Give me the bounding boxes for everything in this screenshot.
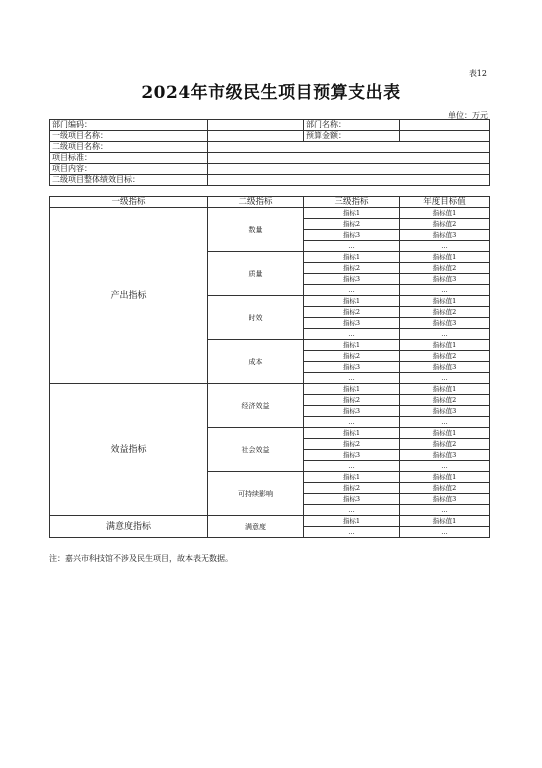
target-value: 指标值2 (400, 351, 490, 362)
target-value: 指标值3 (400, 274, 490, 285)
project-info-table (49, 119, 490, 186)
target-value: 指标值1 (400, 384, 490, 395)
level2-indicator: 可持续影响 (208, 472, 304, 516)
content-label: 项目内容： (50, 164, 208, 175)
level3-indicator: 指标2 (304, 395, 400, 406)
target-value: 指标值2 (400, 395, 490, 406)
level3-indicator: … (304, 461, 400, 472)
overall-goal-label: 二级项目整体绩效目标： (50, 175, 208, 186)
level3-indicator: … (304, 373, 400, 384)
target-value: … (400, 527, 490, 538)
level3-indicator: 指标1 (304, 296, 400, 307)
level1-indicator: 满意度指标 (50, 516, 208, 538)
level2-indicator: 经济效益 (208, 384, 304, 428)
level3-indicator: 指标2 (304, 439, 400, 450)
level2-indicator: 时效 (208, 296, 304, 340)
dept-code-label: 部门编码： (50, 120, 208, 131)
indicator-table-body (50, 197, 490, 538)
level3-indicator: 指标1 (304, 340, 400, 351)
target-value: 指标值2 (400, 307, 490, 318)
budget-amount-value (400, 131, 490, 142)
standard-label: 项目标准： (50, 153, 208, 164)
level3-indicator: 指标2 (304, 219, 400, 230)
overall-goal-value (208, 175, 490, 186)
budget-amount-label: 预算金额： (304, 131, 400, 142)
table-row (50, 208, 490, 219)
target-value: … (400, 285, 490, 296)
indicator-table (49, 196, 490, 538)
level3-indicator: 指标3 (304, 274, 400, 285)
level3-indicator: 指标2 (304, 307, 400, 318)
table-number: 表12 (468, 69, 487, 78)
unit-label: 单位：万元 (448, 111, 488, 120)
footnote: 注：嘉兴市科技馆不涉及民生项目，故本表无数据。 (49, 554, 233, 563)
level3-indicator: 指标3 (304, 362, 400, 373)
target-value: … (400, 417, 490, 428)
level3-indicator: … (304, 505, 400, 516)
target-value: 指标值1 (400, 428, 490, 439)
level3-indicator: 指标1 (304, 208, 400, 219)
target-value: … (400, 373, 490, 384)
level3-indicator: … (304, 329, 400, 340)
level3-indicator: 指标1 (304, 252, 400, 263)
level2-indicator: 成本 (208, 340, 304, 384)
level2-indicator: 数量 (208, 208, 304, 252)
target-value: … (400, 329, 490, 340)
l2-project-value (208, 142, 490, 153)
level3-indicator: … (304, 285, 400, 296)
target-value: 指标值3 (400, 318, 490, 329)
level3-indicator: 指标2 (304, 483, 400, 494)
target-value: 指标值3 (400, 362, 490, 373)
level3-indicator: 指标1 (304, 516, 400, 527)
level3-indicator: 指标3 (304, 450, 400, 461)
header-target: 年度目标值 (400, 197, 490, 208)
dept-code-value (208, 120, 304, 131)
indicator-header-row (50, 197, 490, 208)
target-value: … (400, 241, 490, 252)
level2-indicator: 社会效益 (208, 428, 304, 472)
level3-indicator: 指标2 (304, 263, 400, 274)
level1-indicator: 产出指标 (50, 208, 208, 384)
l1-project-label: 一级项目名称： (50, 131, 208, 142)
target-value: 指标值3 (400, 230, 490, 241)
target-value: 指标值1 (400, 472, 490, 483)
target-value: 指标值2 (400, 439, 490, 450)
header-level1: 一级指标 (50, 197, 208, 208)
target-value: 指标值2 (400, 219, 490, 230)
level2-indicator: 质量 (208, 252, 304, 296)
target-value: 指标值2 (400, 483, 490, 494)
level3-indicator: 指标1 (304, 428, 400, 439)
level3-indicator: 指标3 (304, 406, 400, 417)
header-level2: 二级指标 (208, 197, 304, 208)
target-value: … (400, 461, 490, 472)
level3-indicator: … (304, 417, 400, 428)
level2-indicator: 满意度 (208, 516, 304, 538)
target-value: 指标值1 (400, 252, 490, 263)
level1-indicator: 效益指标 (50, 384, 208, 516)
target-value: 指标值2 (400, 263, 490, 274)
header-level3: 三级指标 (304, 197, 400, 208)
target-value: 指标值3 (400, 450, 490, 461)
standard-value (208, 153, 490, 164)
content-value (208, 164, 490, 175)
target-value: 指标值1 (400, 516, 490, 527)
level3-indicator: … (304, 527, 400, 538)
level3-indicator: 指标2 (304, 351, 400, 362)
target-value: 指标值3 (400, 406, 490, 417)
l2-project-label: 二级项目名称： (50, 142, 208, 153)
page-title: 2024年市级民生项目预算支出表 (141, 83, 401, 103)
level3-indicator: … (304, 241, 400, 252)
level3-indicator: 指标1 (304, 384, 400, 395)
level3-indicator: 指标3 (304, 494, 400, 505)
table-row (50, 384, 490, 395)
target-value: 指标值1 (400, 340, 490, 351)
dept-name-label: 部门名称： (304, 120, 400, 131)
target-value: … (400, 505, 490, 516)
level3-indicator: 指标1 (304, 472, 400, 483)
target-value: 指标值1 (400, 208, 490, 219)
target-value: 指标值1 (400, 296, 490, 307)
table-row (50, 516, 490, 527)
dept-name-value (400, 120, 490, 131)
target-value: 指标值3 (400, 494, 490, 505)
level3-indicator: 指标3 (304, 318, 400, 329)
l1-project-value (208, 131, 304, 142)
level3-indicator: 指标3 (304, 230, 400, 241)
